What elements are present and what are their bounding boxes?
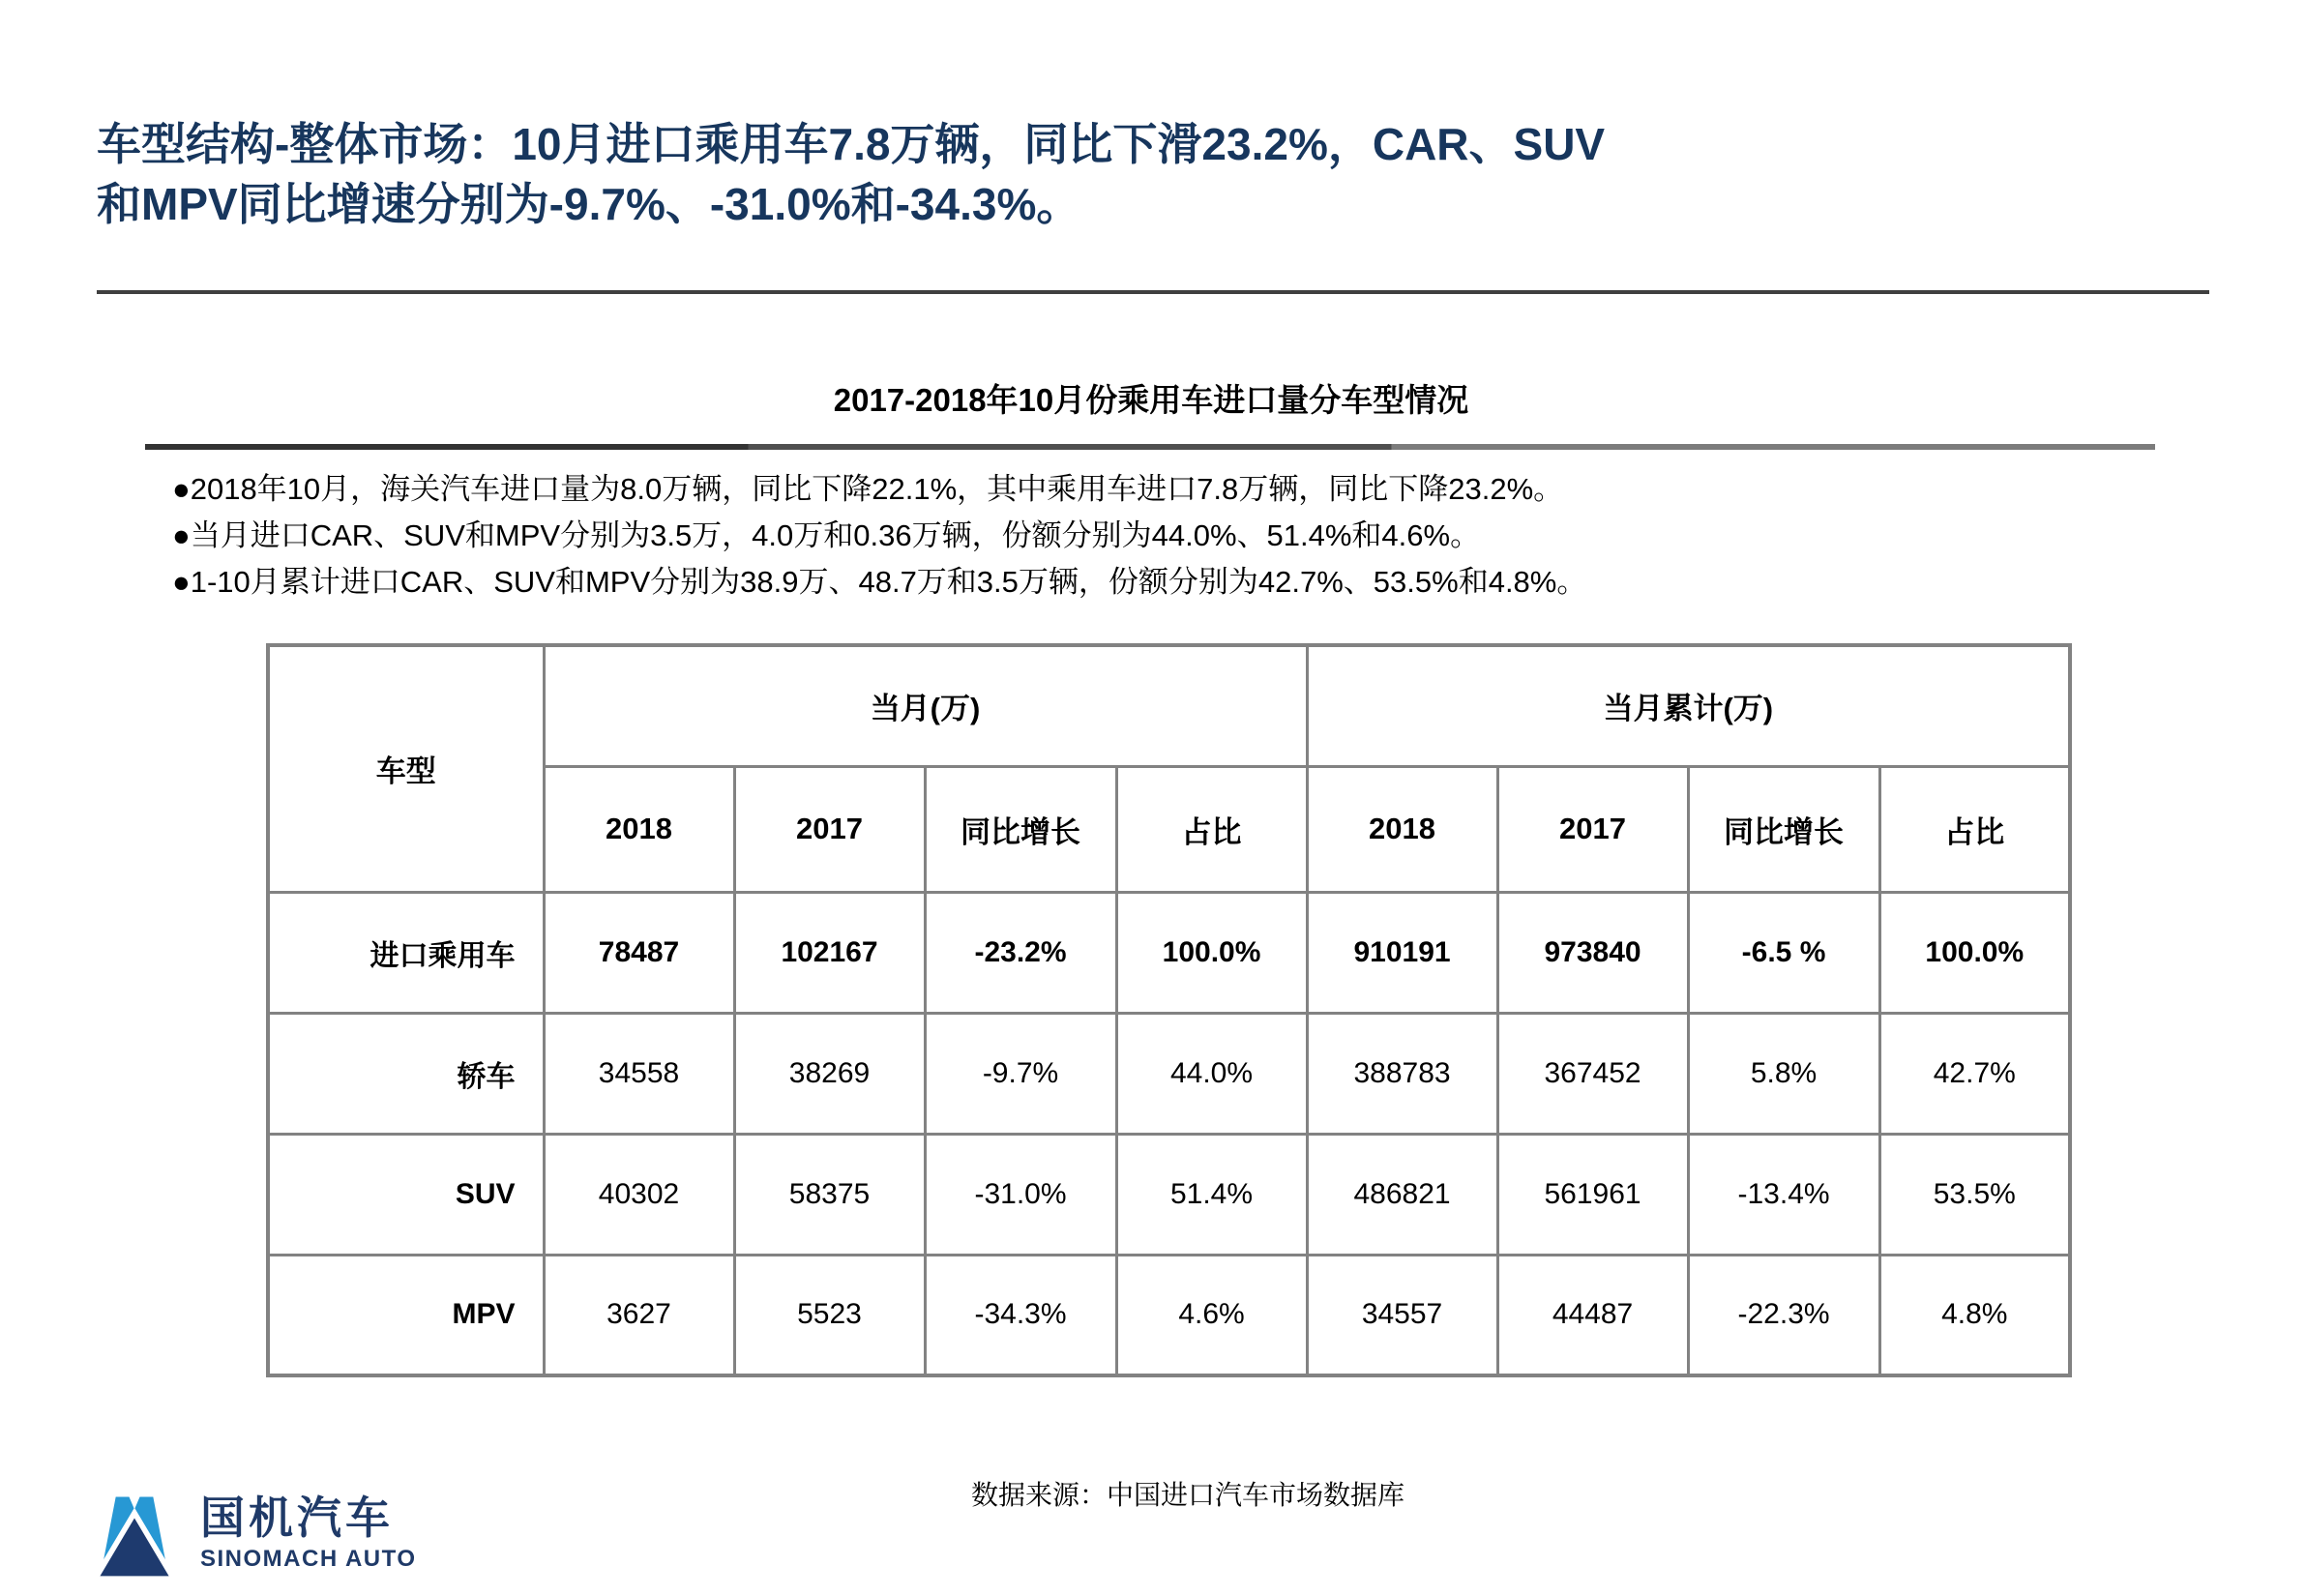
table-cell: -13.4%: [1688, 1134, 1879, 1255]
table-cell: 58375: [734, 1134, 925, 1255]
table-cell: 4.8%: [1879, 1255, 2070, 1375]
table-subheader: 2018: [1307, 766, 1497, 892]
section-title: 2017-2018年10月份乘用车进口量分车型情况: [833, 382, 1469, 418]
table-group-header-cumulative: 当月累计(万): [1307, 645, 2070, 766]
table-cell: -34.3%: [925, 1255, 1116, 1375]
logo-text: [200, 1490, 417, 1573]
table-cell: 4.6%: [1116, 1255, 1307, 1375]
table-cell: 44.0%: [1116, 1013, 1307, 1134]
table-cell: 486821: [1307, 1134, 1497, 1255]
table-cell: 561961: [1497, 1134, 1688, 1255]
table-row-suv: [268, 1134, 2070, 1255]
table-row-total: [268, 892, 2070, 1013]
table-cell: 5523: [734, 1255, 925, 1375]
bullet-item: ●1-10月累计进口CAR、SUV和MPV分别为38.9万、48.7万和3.5万辆，份额分别为42.7%、53.5%和4.8%。: [172, 565, 1587, 599]
sinomach-logo: [90, 1490, 417, 1582]
table-cell: -22.3%: [1688, 1255, 1879, 1375]
table-subheader: 同比增长: [925, 766, 1116, 892]
table-subheader: 同比增长: [1688, 766, 1879, 892]
bullet-item: ●2018年10月，海关汽车进口量为8.0万辆，同比下降22.1%，其中乘用车进口7.8万辆，同比下降23.2%。: [172, 472, 1564, 506]
table-subheader: 占比: [1879, 766, 2070, 892]
table-cell: -6.5 %: [1688, 892, 1879, 1013]
page-title-line-1: 车型结构-整体市场：10月进口乘用车7.8万辆，同比下滑23.2%，CAR、SUV: [97, 119, 1606, 169]
logo-cn-text: 国机汽车: [200, 1493, 394, 1543]
table-corner-header: 车型: [268, 645, 544, 892]
table-cell: 34557: [1307, 1255, 1497, 1375]
table-cell: -9.7%: [925, 1013, 1116, 1134]
table-subheader: 2018: [544, 766, 734, 892]
table-subheader: 占比: [1116, 766, 1307, 892]
table-cell: 34558: [544, 1013, 734, 1134]
table-cell: 367452: [1497, 1013, 1688, 1134]
row-label: 轿车: [268, 1013, 544, 1134]
logo-en-text: SINOMACH AUTO: [200, 1546, 417, 1572]
row-label: 进口乘用车: [268, 892, 544, 1013]
sinomach-mountain-icon: [90, 1490, 179, 1582]
table-cell: 53.5%: [1879, 1134, 2070, 1255]
table-row-car: [268, 1013, 2070, 1134]
table-subheader: 2017: [1497, 766, 1688, 892]
table-subheader: 2017: [734, 766, 925, 892]
table-cell: 388783: [1307, 1013, 1497, 1134]
table-cell: 51.4%: [1116, 1134, 1307, 1255]
table-cell: 38269: [734, 1013, 925, 1134]
page-title: [97, 114, 1606, 234]
table-group-header-current-month: 当月(万): [544, 645, 1307, 766]
table-cell: 78487: [544, 892, 734, 1013]
row-label: MPV: [268, 1255, 544, 1375]
table-cell: -31.0%: [925, 1134, 1116, 1255]
bullet-list: [172, 466, 1913, 606]
table-row-mpv: [268, 1255, 2070, 1375]
title-divider: [97, 290, 2209, 294]
table-cell: 102167: [734, 892, 925, 1013]
table-cell: 5.8%: [1688, 1013, 1879, 1134]
table-cell: 3627: [544, 1255, 734, 1375]
table-cell: -23.2%: [925, 892, 1116, 1013]
table-cell: 42.7%: [1879, 1013, 2070, 1134]
table-cell: 40302: [544, 1134, 734, 1255]
page-title-line-2: 和MPV同比增速分别为-9.7%、-31.0%和-34.3%。: [97, 179, 1081, 229]
table-cell: 44487: [1497, 1255, 1688, 1375]
import-volume-table: [266, 643, 2072, 1377]
section-divider: [145, 444, 2155, 450]
data-source-text: 数据来源：中国进口汽车市场数据库: [970, 1480, 1404, 1510]
table-cell: 910191: [1307, 892, 1497, 1013]
table-cell: 973840: [1497, 892, 1688, 1013]
bullet-item: ●当月进口CAR、SUV和MPV分别为3.5万，4.0万和0.36万辆，份额分别为44.0%、51.4%和4.6%。: [172, 518, 1481, 552]
table-cell: 100.0%: [1116, 892, 1307, 1013]
table-cell: 100.0%: [1879, 892, 2070, 1013]
row-label: SUV: [268, 1134, 544, 1255]
